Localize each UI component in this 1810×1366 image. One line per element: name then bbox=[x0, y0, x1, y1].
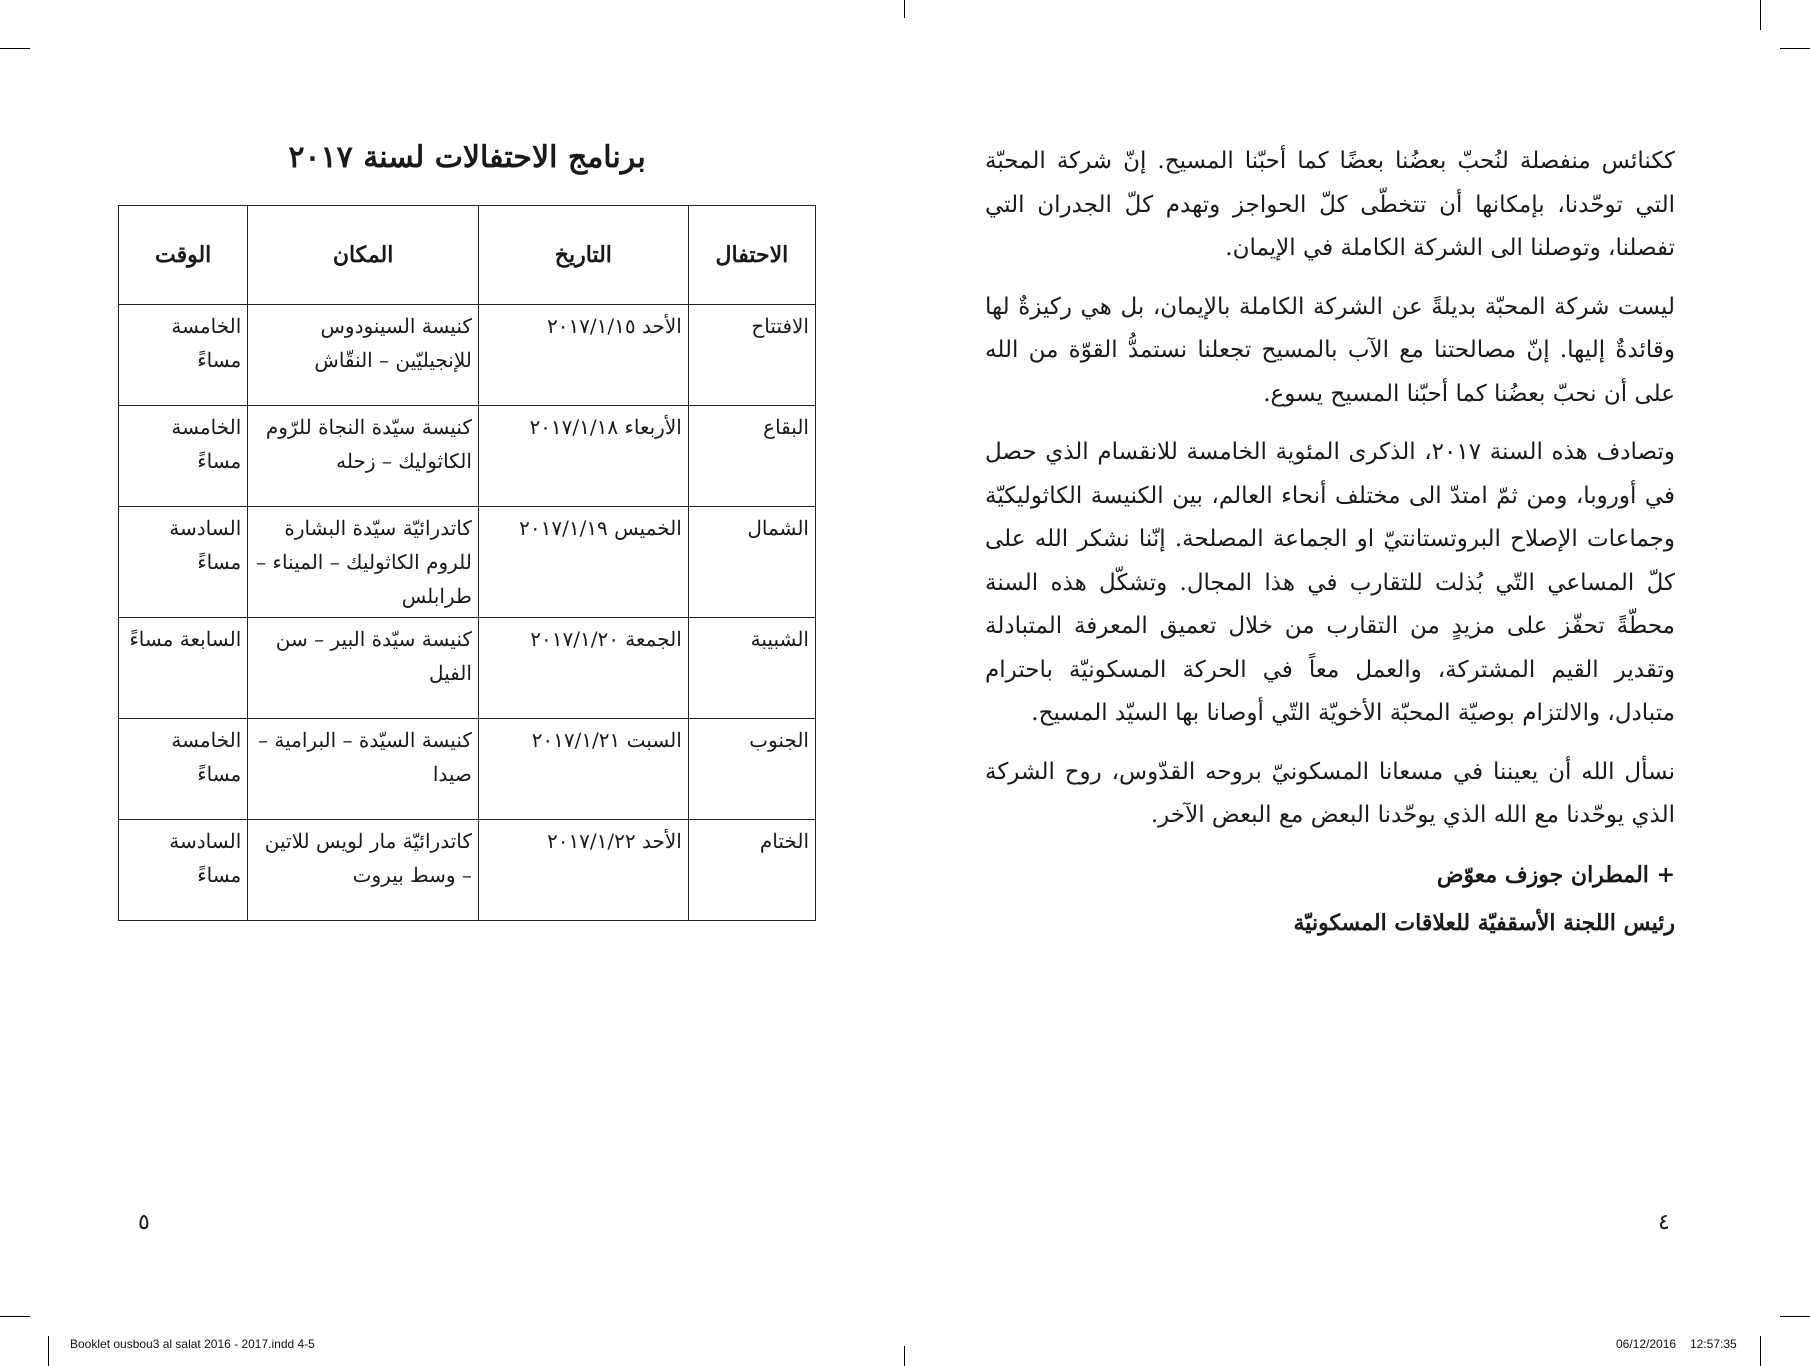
slug-filename: Booklet ousbou3 al salat 2016 - 2017.indd 4-5 bbox=[70, 1337, 315, 1351]
table-row bbox=[119, 820, 816, 921]
crop-mark-bottom-right-h bbox=[1780, 1316, 1810, 1317]
header-date: التاريخ bbox=[478, 206, 688, 305]
paragraph: ليست شركة المحبّة بديلةً عن الشركة الكاملة بالإيمان، بل هي ركيزةٌ لها وقائدةٌ إليها. إنّ مصالحتنا مع الآب بالمسيح تجعلنا نستمدُّ القوّة من الله على أن نحبّ بعضُنا كما أحبّنا المسيح يسوع. bbox=[985, 293, 1675, 407]
crop-mark-bottom-right-v bbox=[1760, 1336, 1761, 1366]
cell-place: كنيسة سيّدة النجاة للرّوم الكاثوليك – زحله bbox=[248, 406, 479, 507]
crop-mark-bottom-center bbox=[904, 1346, 905, 1366]
cell-time: السابعة مساءً bbox=[119, 618, 248, 719]
schedule-table bbox=[118, 205, 816, 921]
cell-time: الخامسة مساءً bbox=[119, 406, 248, 507]
slug-date: 06/12/2016 bbox=[1616, 1337, 1677, 1351]
table-row bbox=[119, 618, 816, 719]
table-header-row bbox=[119, 206, 816, 305]
cell-event: الختام bbox=[688, 820, 815, 921]
table-row bbox=[119, 719, 816, 820]
cell-event: الشمال bbox=[688, 507, 815, 618]
cell-place: كنيسة سيّدة البير – سن الفيل bbox=[248, 618, 479, 719]
page-number-right: ٤ bbox=[1658, 1210, 1670, 1235]
page-number-left: ٥ bbox=[138, 1210, 150, 1235]
cell-place: كنيسة السيّدة – البرامية – صيدا bbox=[248, 719, 479, 820]
schedule-title: برنامج الاحتفالات لسنة ٢٠١٧ bbox=[288, 140, 646, 175]
header-place: المكان bbox=[248, 206, 479, 305]
table-row bbox=[119, 305, 816, 406]
cell-date: الخميس ٢٠١٧/١/١٩ bbox=[478, 507, 688, 618]
cell-time: الخامسة مساءً bbox=[119, 305, 248, 406]
paragraph: نسأل الله أن يعيننا في مسعانا المسكونيّ بروحه القدّوس، روح الشركة الذي يوحّدنا مع الله الذي يوحّدنا البعض مع البعض الآخر. bbox=[985, 758, 1675, 828]
crop-mark-bottom-left bbox=[0, 1316, 30, 1317]
cell-event: الافتتاح bbox=[688, 305, 815, 406]
cell-date: الأحد ٢٠١٧/١/١٥ bbox=[478, 305, 688, 406]
header-event: الاحتفال bbox=[688, 206, 815, 305]
crop-mark-top-right-h bbox=[1780, 48, 1810, 49]
cell-event: الشبيبة bbox=[688, 618, 815, 719]
cell-place: كاتدرائيّة مار لويس للاتين – وسط بيروت bbox=[248, 820, 479, 921]
cell-date: السبت ٢٠١٧/١/٢١ bbox=[478, 719, 688, 820]
signature-name: + المطران جوزف معوّض bbox=[1436, 861, 1675, 888]
cell-date: الأحد ٢٠١٧/١/٢٢ bbox=[478, 820, 688, 921]
paragraph: ككنائس منفصلة لنُحبّ بعضُنا بعضًا كما أحبّنا المسيح. إنّ شركة المحبّة التي توحّدنا، بإمكانها أن تتخطّى كلّ الحواجز وتهدم كلّ الجدران التي تفصلنا، وتوصلنا الى الشركة الكاملة في الإيمان. bbox=[985, 148, 1675, 261]
header-time: الوقت bbox=[119, 206, 248, 305]
cell-date: الجمعة ٢٠١٧/١/٢٠ bbox=[478, 618, 688, 719]
cell-date: الأربعاء ٢٠١٧/١/١٨ bbox=[478, 406, 688, 507]
cell-event: البقاع bbox=[688, 406, 815, 507]
paragraph: وتصادف هذه السنة ٢٠١٧، الذكرى المئوية الخامسة للانقسام الذي حصل في أوروبا، ومن ثمّ امتدّ الى مختلف أنحاء العالم، بين الكنيسة الكاثوليكيّة وجماعات الإصلاح البروتستانتيّ او الجماعة المصلحة. إنّنا نشكر الله على كلّ المساعي التّي بُذلت للتقارب في هذا المجال. وتشكّل هذه السنة محطّةً تحفّز على مزيدٍ من التقارب من خلال تعميق المعرفة المتبادلة وتقدير القيم المشتركة، والعمل معاً في الحركة المسكونيّة باحترام متبادل، والالتزام بوصيّة المحبّة الأخويّة التّي أوصانا بها السيّد المسيح. bbox=[985, 439, 1675, 726]
cell-place: كنيسة السينودوس للإنجيليّين – النقّاش bbox=[248, 305, 479, 406]
cell-time: الخامسة مساءً bbox=[119, 719, 248, 820]
cell-time: السادسة مساءً bbox=[119, 507, 248, 618]
signature-title: رئيس اللجنة الأسقفيّة للعلاقات المسكونيّة bbox=[1293, 909, 1675, 936]
crop-mark-bottom-left-v bbox=[48, 1336, 49, 1366]
crop-mark-top-left bbox=[0, 48, 30, 49]
slug-time: 12:57:35 bbox=[1690, 1337, 1737, 1351]
cell-place: كاتدرائيّة سيّدة البشارة للروم الكاثوليك – الميناء – طرابلس bbox=[248, 507, 479, 618]
crop-mark-top-center bbox=[904, 0, 905, 18]
table-row bbox=[119, 406, 816, 507]
right-page-body bbox=[985, 140, 1675, 945]
table-row bbox=[119, 507, 816, 618]
cell-time: السادسة مساءً bbox=[119, 820, 248, 921]
crop-mark-top-right-v bbox=[1760, 0, 1761, 30]
cell-event: الجنوب bbox=[688, 719, 815, 820]
